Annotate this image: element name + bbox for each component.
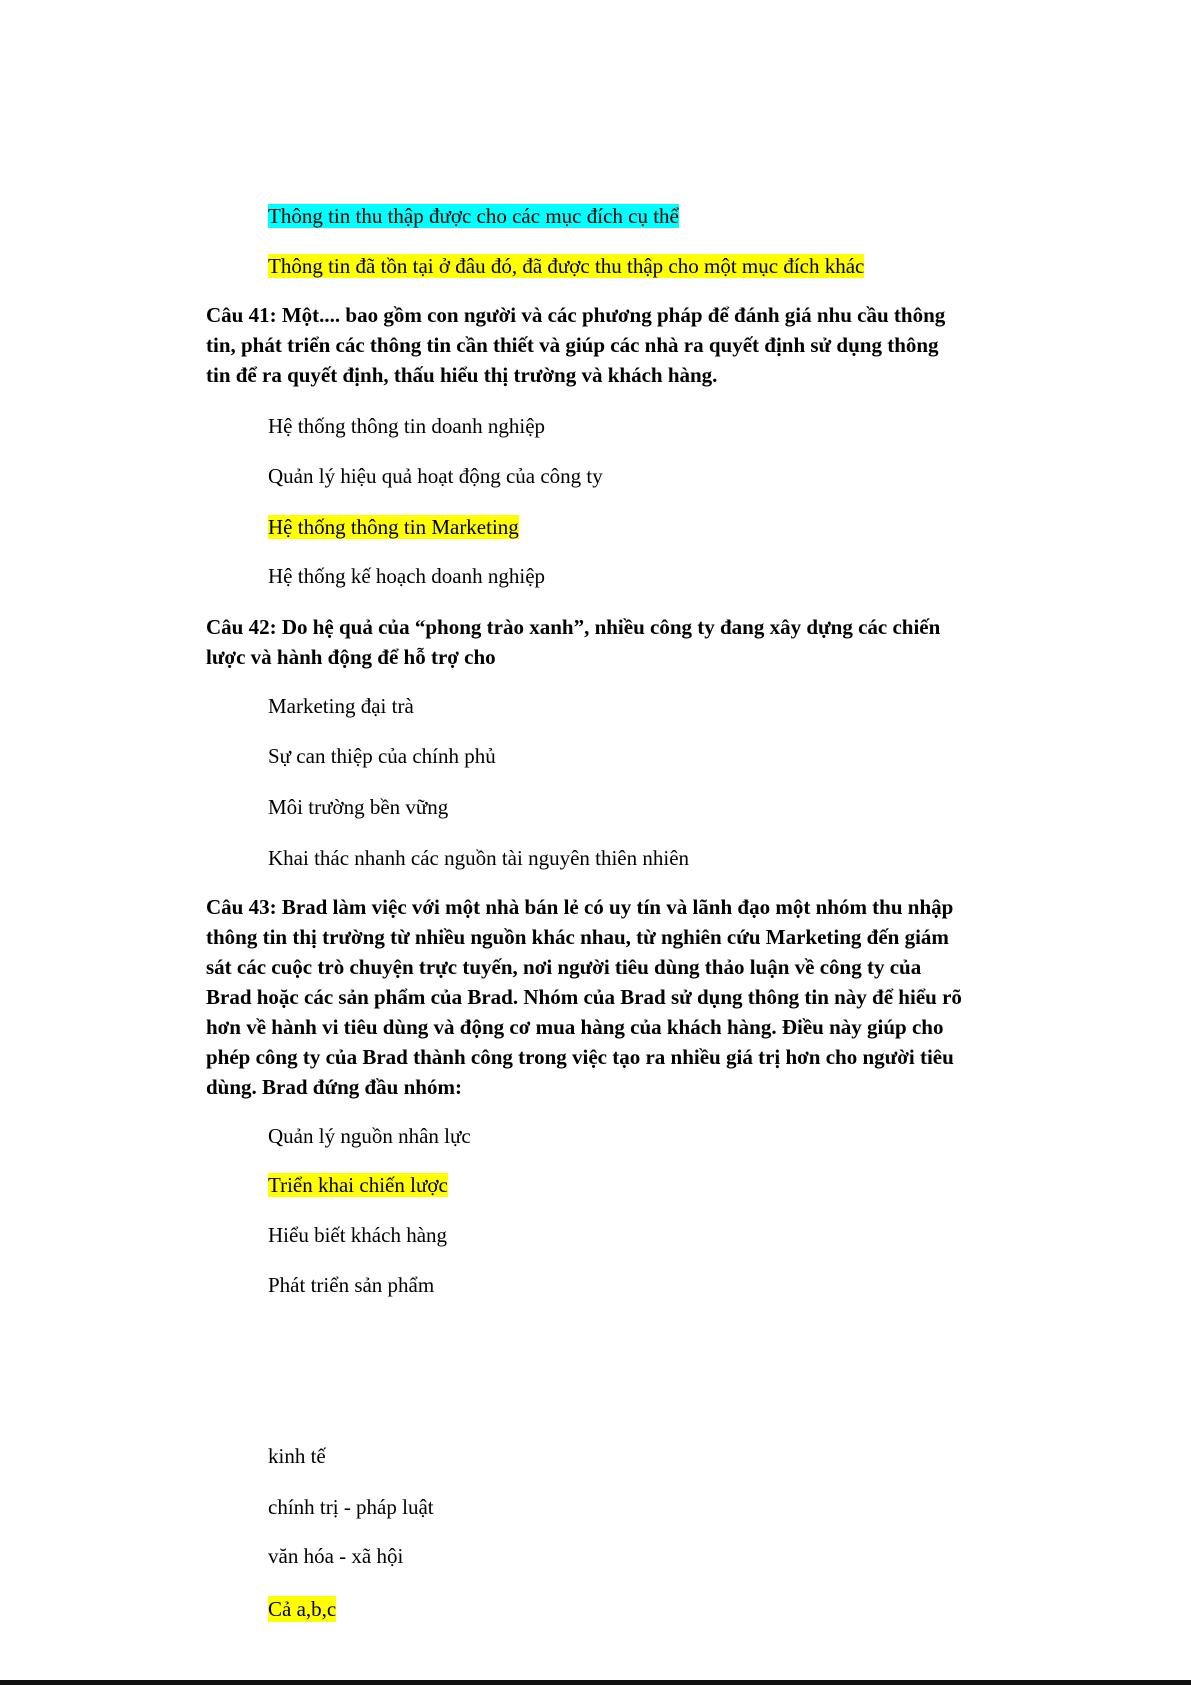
answer-text-highlighted: Hệ thống thông tin Marketing [268,515,519,539]
answer-option [268,203,679,229]
answer-option [268,563,545,589]
answer-option [268,1272,434,1298]
answer-option [268,253,864,279]
answer-option [268,1172,448,1198]
answer-text: Khai thác nhanh các nguồn tài nguyên thiên nhiên [268,846,690,870]
answer-text: Quản lý hiệu quả hoạt động của công ty [268,464,603,488]
answer-option [268,1123,471,1149]
answer-option [268,514,519,540]
answer-text-highlighted: Thông tin đã tồn tại ở đâu đó, đã được thu thập cho một mục đích khác [268,254,865,278]
answer-option [268,463,603,489]
answer-text: Marketing đại trà [268,694,414,718]
answer-option [268,1222,447,1248]
answer-option [268,845,689,871]
answer-text: Hệ thống kế hoạch doanh nghiệp [268,564,546,588]
answer-option [268,1543,403,1569]
answer-option [268,1494,434,1520]
answer-text: Hệ thống thông tin doanh nghiệp [268,414,546,438]
answer-text-highlighted: Cả a,b,c [268,1597,337,1621]
answer-option [268,693,414,719]
answer-text: Hiểu biết khách hàng [268,1223,448,1247]
answer-option [268,1443,326,1469]
answer-text-highlighted: Triển khai chiến lược [268,1173,448,1197]
page-bottom-edge [0,1680,1191,1685]
question-43: Câu 43: Brad làm việc với một nhà bán lẻ có uy tín và lãnh đạo một nhóm thu nhập thông tin thị trường từ nhiều nguồn khác nhau, từ nghiên cứu Marketing đến giám sát các cuộc trò chuyện trực tuyến, nơi người tiêu dùng thảo luận về công ty của Brad hoặc các sản phẩm của Brad. Nhóm của Brad sử dụng thông tin này để hiểu rõ hơn về hành vi tiêu dùng và động cơ mua hàng của khách hàng. Điều này giúp cho phép công ty của Brad thành công trong việc tạo ra nhiều giá trị hơn cho người tiêu dùng. Brad đứng đầu nhóm: [206,895,962,1099]
answer-text: Quản lý nguồn nhân lực [268,1124,471,1148]
question-42: Câu 42: Do hệ quả của “phong trào xanh”, nhiều công ty đang xây dựng các chiến lược và hành động để hỗ trợ cho [206,615,941,669]
answer-text: chính trị - pháp luật [268,1495,434,1519]
answer-text: Sự can thiệp của chính phủ [268,744,496,768]
answer-text-highlighted: Thông tin thu thập được cho các mục đích cụ thể [268,204,679,228]
cut-off-answer [268,1596,337,1621]
answer-text: Môi trường bền vững [268,795,449,819]
answer-text: Phát triển sản phẩm [268,1273,435,1297]
answer-option [268,794,448,820]
answer-text: văn hóa - xã hội [268,1544,404,1568]
answer-option [268,413,545,439]
answer-text: kinh tế [268,1444,326,1468]
question-41: Câu 41: Một.... bao gồm con người và các phương pháp để đánh giá nhu cầu thông tin, phát triển các thông tin cần thiết và giúp các nhà ra quyết định sử dụng thông tin để ra quyết định, thấu hiểu thị trường và khách hàng. [206,303,946,387]
answer-option [268,743,496,769]
